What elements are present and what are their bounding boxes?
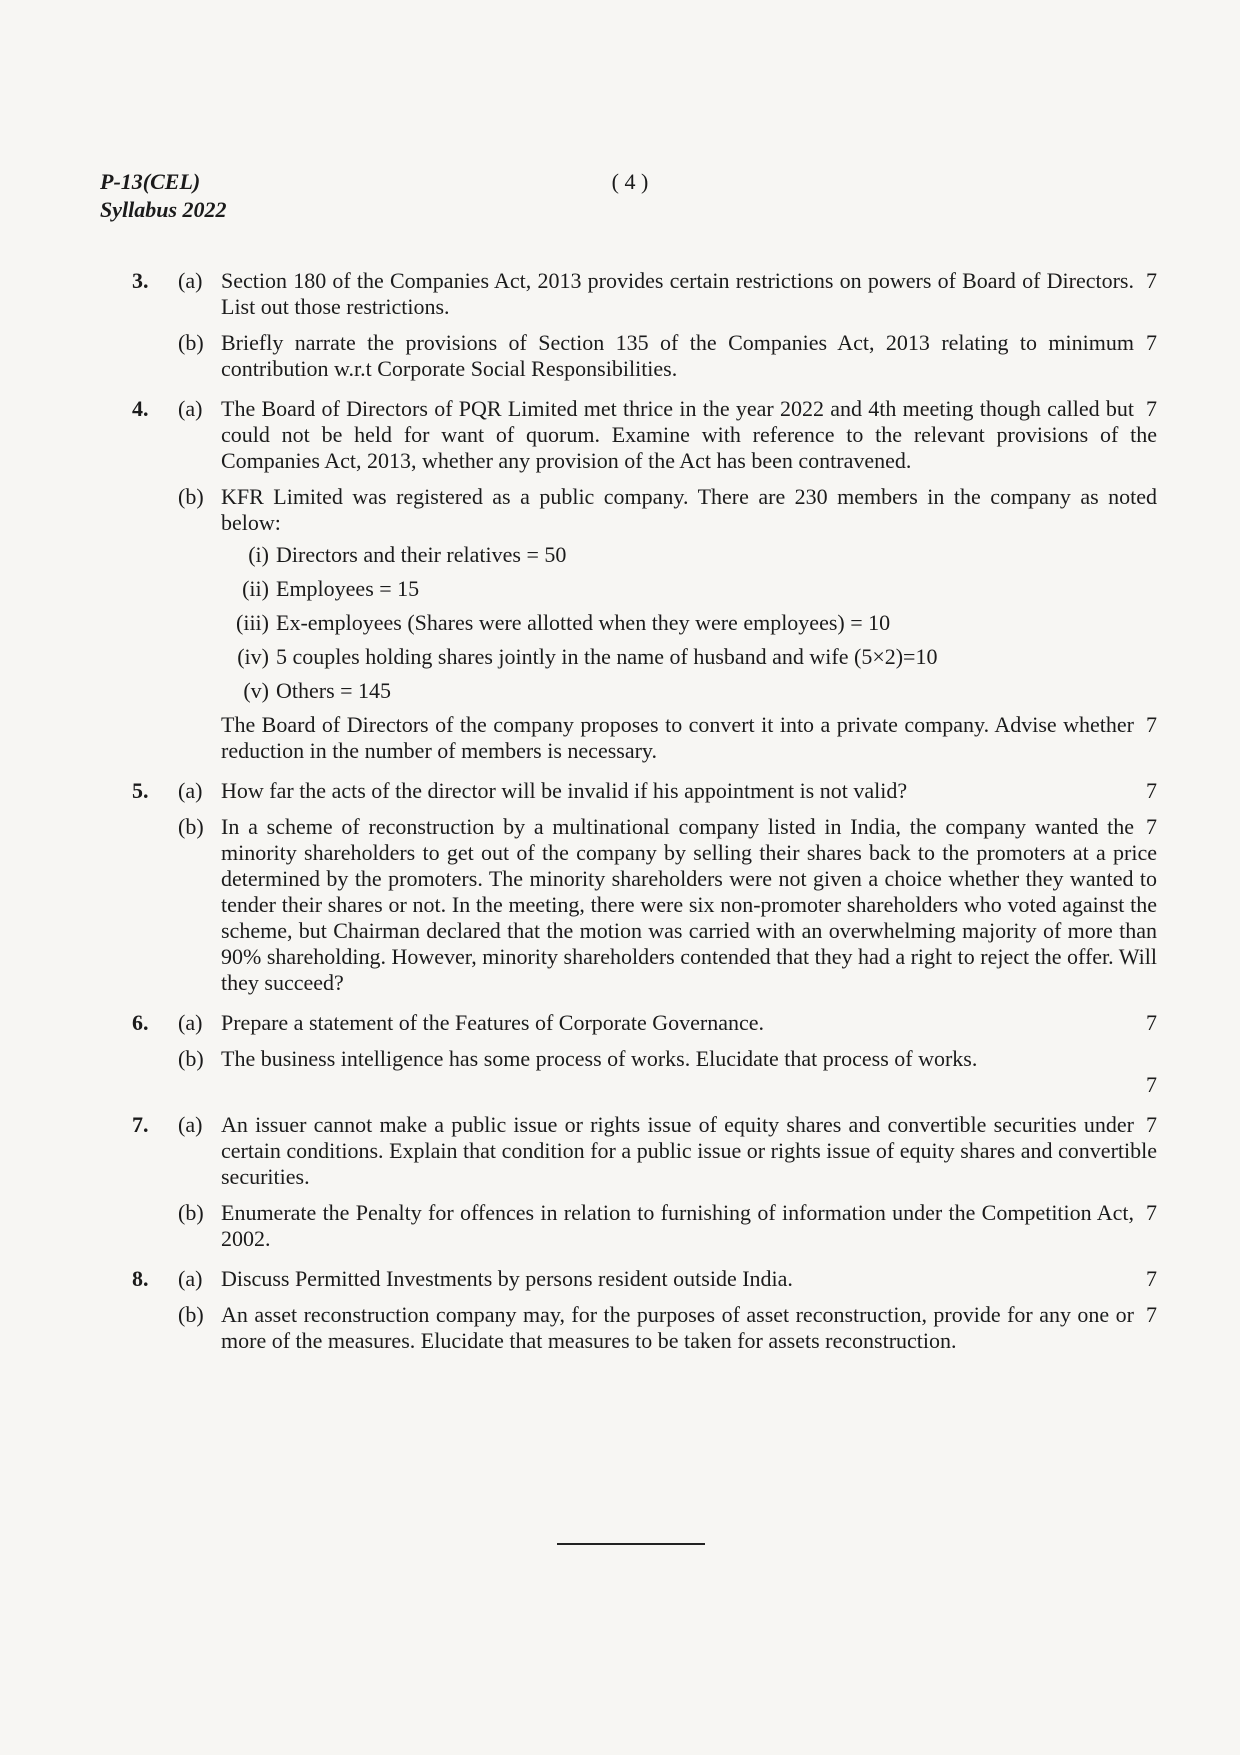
part-label: (b) xyxy=(178,484,204,509)
sub-item-text: Directors and their relatives = 50 xyxy=(276,542,567,567)
question-4 xyxy=(132,396,1157,764)
question-text: Enumerate the Penalty for offences in relation to furnishing of information under the Competition Act, 2002. xyxy=(221,1200,1134,1251)
part-label: (b) xyxy=(178,1046,204,1071)
question-part xyxy=(132,1112,1157,1190)
sub-item-text: Employees = 15 xyxy=(276,576,420,601)
question-number: 8. xyxy=(132,1266,149,1291)
part-label: (b) xyxy=(178,1200,204,1225)
sub-item-label: (v) xyxy=(243,678,269,703)
question-part xyxy=(132,1266,1157,1292)
question-part xyxy=(132,1010,1157,1036)
question-part xyxy=(132,1200,1157,1252)
sub-item-text: 5 couples holding shares jointly in the name of husband and wife (5×2)=10 xyxy=(276,644,938,669)
question-text: Section 180 of the Companies Act, 2013 provides certain restrictions on powers of Board of Directors. List out those restrictions. xyxy=(221,268,1134,319)
question-part xyxy=(132,778,1157,804)
question-number: 3. xyxy=(132,268,149,293)
question-text-block xyxy=(221,1302,1157,1354)
sub-item-label: (ii) xyxy=(242,576,269,601)
question-part xyxy=(132,268,1157,320)
question-part xyxy=(132,814,1157,996)
part-label: (b) xyxy=(178,330,204,355)
question-text: Briefly narrate the provisions of Section 135 of the Companies Act, 2013 relating to minimum contribution w.r.t Corporate Social Responsibilities. xyxy=(221,330,1134,381)
question-text: The Board of Directors of the company proposes to convert it into a private company. Advise whether reduction in the number of members is necessary. xyxy=(221,712,1134,763)
question-text-block xyxy=(221,712,1157,764)
question-text-block xyxy=(221,1200,1157,1252)
sub-item-label: (iv) xyxy=(237,644,269,669)
question-text: KFR Limited was registered as a public company. There are 230 members in the company as noted below: xyxy=(221,484,1157,535)
question-number: 5. xyxy=(132,778,149,803)
sub-item-text: Others = 145 xyxy=(276,678,392,703)
question-text: The business intelligence has some process of works. Elucidate that process of works. xyxy=(221,1046,978,1071)
marks: 7 xyxy=(1146,1302,1157,1327)
question-number: 4. xyxy=(132,396,149,421)
sub-item-label: (i) xyxy=(248,542,269,567)
question-5 xyxy=(132,778,1157,996)
question-text: An asset reconstruction company may, for the purposes of asset reconstruction, provide for any one or more of the measures. Elucidate that measures to be taken for assets reconstruction. xyxy=(221,1302,1134,1353)
part-label: (a) xyxy=(178,778,203,803)
sub-item-label: (iii) xyxy=(236,610,269,635)
marks: 7 xyxy=(1146,712,1157,737)
question-8 xyxy=(132,1266,1157,1354)
question-text-block xyxy=(221,396,1157,474)
marks: 7 xyxy=(1146,778,1157,803)
sub-item-list xyxy=(221,542,1157,704)
question-6 xyxy=(132,1010,1157,1098)
part-label: (a) xyxy=(178,396,203,421)
part-label: (a) xyxy=(178,1112,203,1137)
question-text-block xyxy=(221,268,1157,320)
marks: 7 xyxy=(1146,1112,1157,1137)
sub-item-text: Ex-employees (Shares were allotted when they were employees) = 10 xyxy=(276,610,891,635)
marks: 7 xyxy=(1146,814,1157,839)
page-number: ( 4 ) xyxy=(611,169,649,194)
part-label: (a) xyxy=(178,1010,203,1035)
page-header xyxy=(100,168,1160,224)
marks: 7 xyxy=(1146,1266,1157,1291)
questions-list xyxy=(132,268,1157,1368)
paper-code: P-13(CEL) xyxy=(100,169,201,194)
marks: 7 xyxy=(1146,1072,1157,1097)
sub-item xyxy=(221,542,1157,568)
question-text-block xyxy=(221,1010,1157,1036)
question-7 xyxy=(132,1112,1157,1252)
question-text-block xyxy=(221,1112,1157,1190)
sub-item xyxy=(221,610,1157,636)
part-label: (a) xyxy=(178,1266,203,1291)
sub-item xyxy=(221,576,1157,602)
marks: 7 xyxy=(1146,330,1157,355)
question-text: The Board of Directors of PQR Limited met thrice in the year 2022 and 4th meeting though called but could not be held for want of quorum. Examine with reference to the relevant provisions of the Companies Act, 2013, whether any provision of the Act has been contravened. xyxy=(221,396,1157,473)
marks: 7 xyxy=(1146,1010,1157,1035)
question-part xyxy=(132,330,1157,382)
question-text-block xyxy=(221,1266,1157,1292)
question-part xyxy=(132,1302,1157,1354)
question-text: An issuer cannot make a public issue or rights issue of equity shares and convertible securities under certain conditions. Explain that condition for a public issue or rights issue of equity shares and convertible securities. xyxy=(221,1112,1157,1189)
question-number: 6. xyxy=(132,1010,149,1035)
question-part xyxy=(132,1046,1157,1098)
part-label: (a) xyxy=(178,268,203,293)
question-3 xyxy=(132,268,1157,382)
marks: 7 xyxy=(1146,268,1157,293)
question-text-block xyxy=(221,330,1157,382)
question-text-block xyxy=(221,778,1157,804)
question-number: 7. xyxy=(132,1112,149,1137)
sub-item xyxy=(221,678,1157,704)
question-text-block xyxy=(221,814,1157,996)
part-label: (b) xyxy=(178,814,204,839)
part-label: (b) xyxy=(178,1302,204,1327)
marks: 7 xyxy=(1146,396,1157,421)
question-text: How far the acts of the director will be invalid if his appointment is not valid? xyxy=(221,778,908,803)
syllabus-label: Syllabus 2022 xyxy=(100,197,227,222)
question-text-block xyxy=(221,484,1157,536)
question-text: Discuss Permitted Investments by persons resident outside India. xyxy=(221,1266,793,1291)
sub-item xyxy=(221,644,1157,670)
question-part xyxy=(132,396,1157,474)
end-divider xyxy=(557,1543,705,1545)
question-text: Prepare a statement of the Features of Corporate Governance. xyxy=(221,1010,765,1035)
question-text-block xyxy=(221,1046,1157,1098)
question-part xyxy=(132,484,1157,764)
question-text: In a scheme of reconstruction by a multinational company listed in India, the company wanted the minority shareholders to get out of the company by selling their shares back to the promoters at a price determined by the promoters. The minority shareholders were not given a choice whether they wanted to tender their shares or not. In the meeting, there were six non-promoter shareholders who voted against the scheme, but Chairman declared that the motion was carried with an overwhelming majority of more than 90% shareholding. However, minority shareholders contended that they had a right to reject the offer. Will they succeed? xyxy=(221,814,1157,995)
marks: 7 xyxy=(1146,1200,1157,1225)
